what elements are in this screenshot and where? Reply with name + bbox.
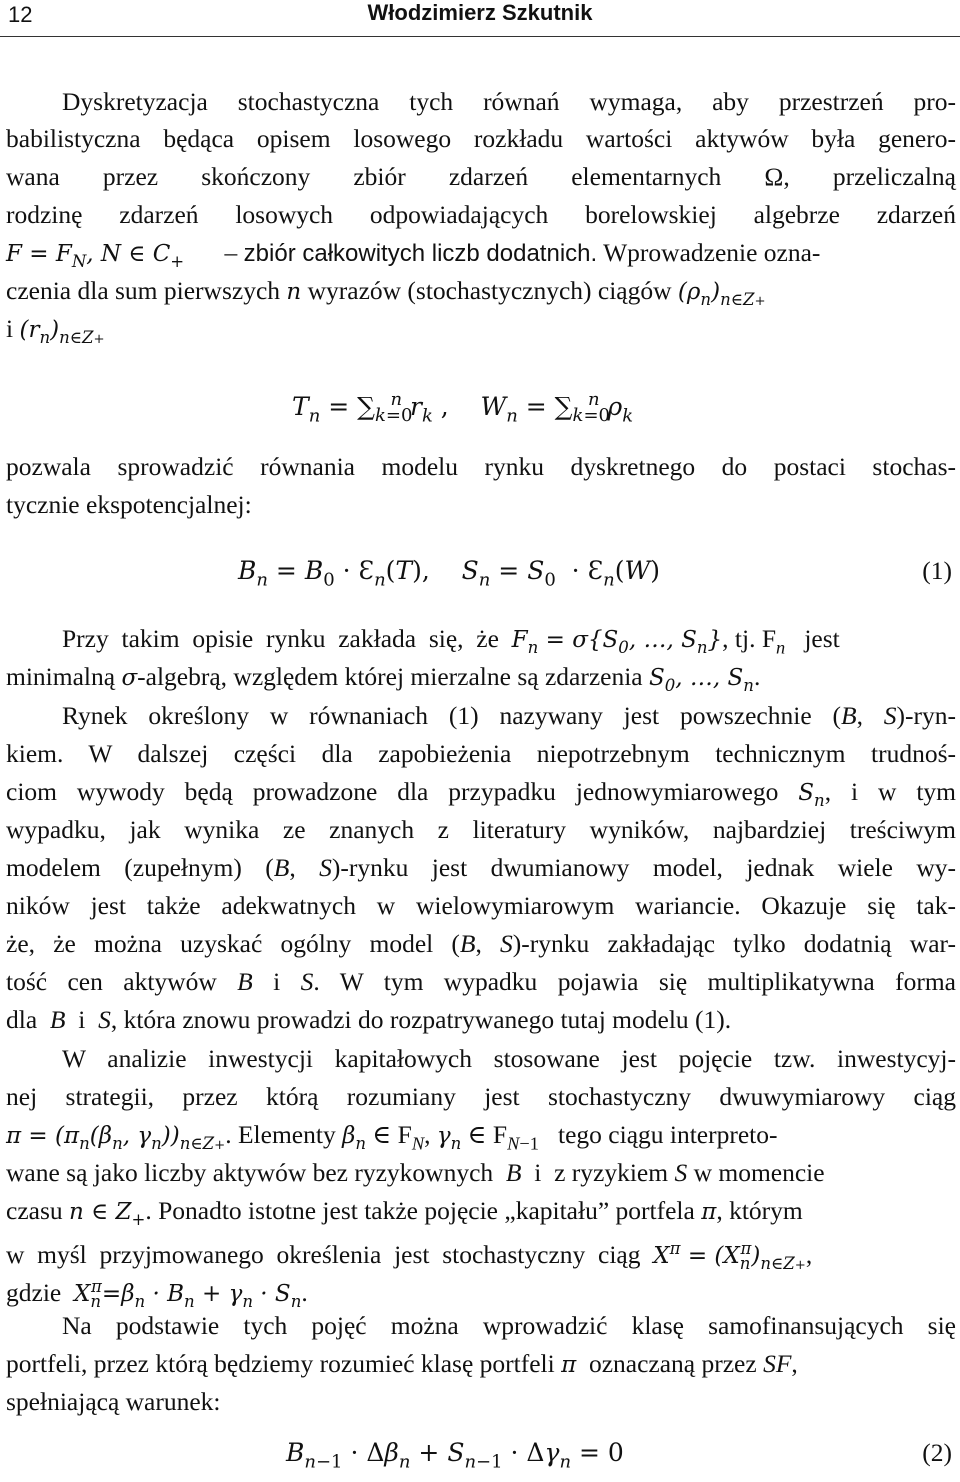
text-line: Dyskretyzacja stochastyczna tych równań wymaga, aby przestrzeń pro- [62, 87, 956, 116]
text-line-math: ciom wywody będą prowadzone dla przypadku jednowymiarowego $S_n$, i w tym [6, 777, 956, 810]
inline-text: zbiór całkowitych liczb dodatnich. [243, 240, 598, 267]
equation-tw: $T_n = \sum_{k=0}^n$ $r_k$ , $W_n = \sum_{k=0}^n$ $\rho_k$ [292, 389, 634, 427]
text-line: ników jest także adekwatnych w wielowymiarowym wariancie. Okazuje się tak- [6, 891, 956, 920]
text-line: tycznie ekspotencjalnej: [6, 490, 252, 519]
text-line: Na podstawie tych pojęć można wprowadzić klasę samofinansujących się [62, 1311, 956, 1340]
page-number: 12 [8, 2, 33, 27]
text-line: nej strategii, przez którą rozumiany jest stochastyczny dwuwymiarowy ciąg [6, 1082, 956, 1111]
text-line: wane są jako liczby aktywów bez ryzykownych B i z ryzykiem S w momencie [6, 1158, 825, 1187]
text-line: wypadku, jak wynika ze znanych z literatury wyników, najbardziej treściwym [6, 815, 956, 844]
text-line: że, że można uzyskać ogólny model (B, S)-rynku zakładając tylko dodatnią war- [6, 929, 957, 958]
text-line: kiem. W dalszej części dla zapobieżenia niepotrzebnym technicznym trudnoś- [6, 739, 956, 768]
equation-number: (2) [922, 1438, 952, 1467]
inline-math: $F = F_N$, N ∈ $C_+$ [6, 241, 185, 271]
text-line: rodzinę zdarzeń losowych odpowiadających borelowskiej algebrze zdarzeń [6, 200, 956, 229]
text-line-math: gdzie $X_n^\pi=\beta_n \cdot B_n + \gamma_n \cdot S_n$. [6, 1277, 308, 1311]
text-line-math: $F = F_N$, N ∈ $C_+$ – zbiór całkowitych liczb dodatnich. Wprowadzenie ozna- [6, 238, 821, 271]
text-line: pozwala sprowadzić równania modelu rynku dyskretnego do postaci stochas- [6, 452, 956, 481]
text-line-math: w myśl przyjmowanego określenia jest stochastyczny ciąg $X^\pi = (X_n^\pi)_{n\in Z+}$, [6, 1239, 813, 1273]
text-line-math: i $(r_n)_{n\in Z+}$ [6, 314, 105, 347]
text-line: wana przez skończony zbiór zdarzeń elementarnych Ω, przeliczalną [6, 162, 956, 191]
text-line-math: $\pi = (\pi_n(\beta_n$, $\gamma_n))_{n\in Z+}$. Elementy $\beta_n$ ∈ $F_N$, $\gamma_n$ ∈ $F_{N-1}$ tego ciągu interpreto- [6, 1120, 778, 1154]
text-line: W analizie inwestycji kapitałowych stosowane jest pojęcie tzw. inwestycyj- [62, 1044, 956, 1073]
text-line: modelem (zupełnym) (B, S)-rynku jest dwumianowy model, jednak wiele wy- [6, 853, 957, 882]
page-header [0, 0, 960, 37]
text-line-math: czasu n ∈ $Z_+$. Ponadto istotne jest także pojęcie „kapitału” portfela π, którym [6, 1196, 803, 1229]
text-line: spełniającą warunek: [6, 1387, 221, 1416]
running-head: Włodzimierz Szkutnik [367, 0, 593, 25]
equation-2: $B_{n-1} \cdot \Delta\beta_n + S_{n-1} \cdot \Delta\gamma_n = 0$ [286, 1438, 624, 1473]
equation-number: (1) [922, 556, 952, 585]
text-line-math: czenia dla sum pierwszych n wyrazów (stochastycznych) ciągów $(\rho_n)_{n\in Z+}$ [6, 276, 766, 309]
text-line: babilistyczna będąca opisem losowego rozkładu wartości aktywów była genero- [6, 124, 956, 153]
text-line: tość cen aktywów B i S. W tym wypadku pojawia się multiplikatywna forma [6, 967, 956, 996]
inline-text: Wprowadzenie ozna- [603, 238, 821, 267]
text-line-math: minimalną σ-algebrą, względem której mierzalne są zdarzenia $S_0$, …, $S_n$. [6, 662, 761, 695]
text-line-math: portfeli, przez którą będziemy rozumieć klasę portfeli π oznaczaną przez SF, [6, 1349, 798, 1378]
equation-1: $B_n = B_0$ · $Ɛ_n(T)$, $S_n = S_0$ · $Ɛ_n(W)$ [238, 556, 660, 591]
text-line: Rynek określony w równaniach (1) nazywany jest powszechnie (B, S)-ryn- [62, 701, 957, 730]
text-line: dla B i S, która znowu prowadzi do rozpatrywanego tutaj modelu (1). [6, 1005, 732, 1034]
text-line-math: Przy takim opisie rynku zakłada się, że $F_n = \sigma\{S_0$, …, $S_n$}, tj. $F_n$ jest [62, 624, 840, 658]
